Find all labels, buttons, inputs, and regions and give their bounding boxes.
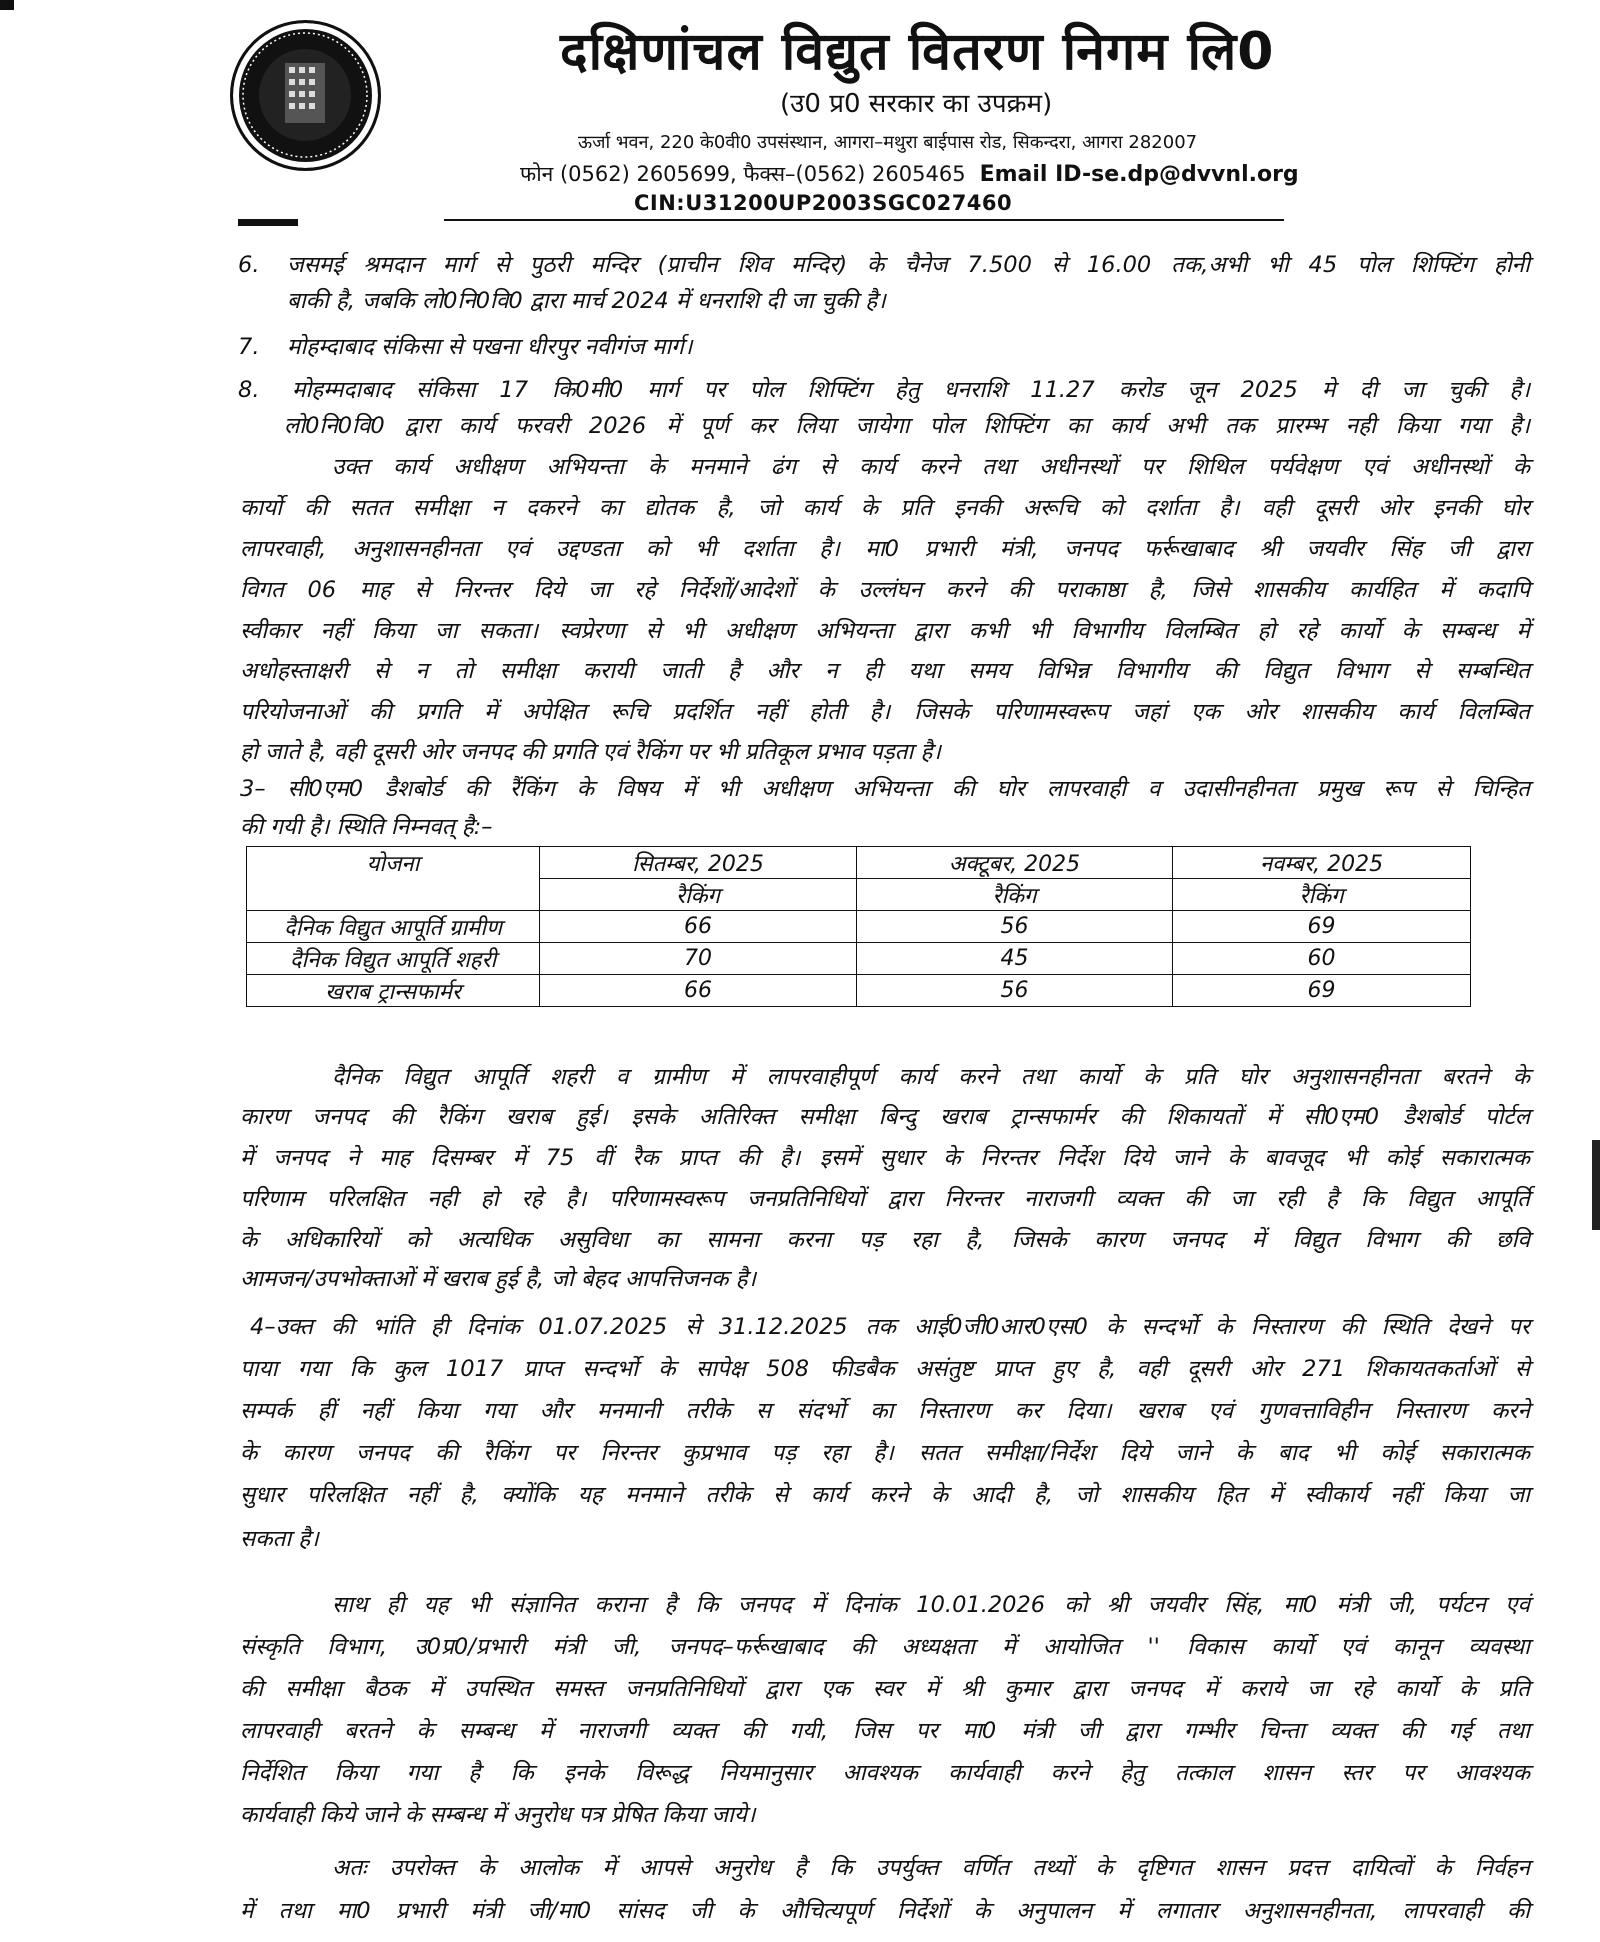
paragraph-line: लापरवाही बरतने के सम्बन्ध में नाराजगी व्यक्त की गयी, जिस पर मा0 मंत्री जी द्वारा गम्भीर चिन्ता व्यक्त की गई तथा	[240, 1718, 1530, 1744]
rank-value: 66	[540, 975, 857, 1007]
company-logo	[230, 20, 381, 171]
org-address: ऊर्जा भवन, 220 के0वी0 उपसंस्थान, आगरा–मथुरा बाईपास रोड, सिकन्दरा, आगरा 282007	[578, 132, 1198, 153]
org-name: दक्षिणांचल विद्युत वितरण निगम लि0	[560, 22, 1275, 82]
table-row	[247, 943, 1471, 975]
paragraph-line: 4–उक्त की भांति ही दिनांक 01.07.2025 से 31.12.2025 तक आई0जी0आर0एस0 के सन्दर्भो के निस्तारण की स्थिति देखने पर	[250, 1314, 1530, 1340]
col-header-month: सितम्बर, 2025	[540, 847, 857, 879]
col-subheader-ranking: रैकिंग	[1173, 879, 1471, 911]
item-number: 6.	[238, 252, 260, 278]
item-line: मोहम्दाबाद संकिसा से पखना धीरपुर नवीगंज मार्ग।	[287, 334, 693, 360]
col-subheader-ranking: रैकिंग	[540, 879, 857, 911]
paragraph-line: साथ ही यह भी संज्ञानित कराना है कि जनपद में दिनांक 10.01.2026 को श्री जयवीर सिंह, मा0 मंत्री जी, पर्यटन एवं	[332, 1592, 1530, 1618]
paragraph-line: अतः उपरोक्त के आलोक में आपसे अनुरोध है कि उपर्युक्त वर्णित तथ्यों के दृष्टिगत शासन प्रदत्त दायित्वों के निर्वहन	[332, 1855, 1530, 1881]
item-line: जसमई श्रमदान मार्ग से पुठरी मन्दिर (प्राचीन शिव मन्दिर) के चैनेज 7.500 से 16.00 तक,अभी भी 45 पोल शिफ्टिंग होनी	[287, 252, 1530, 278]
paragraph-line: सकता है।	[240, 1526, 319, 1552]
paragraph-line: कार्यो की सतत समीक्षा न दकरने का द्योतक है, जो कार्य के प्रति इनकी अरूचि को दर्शाता है। वही दूसरी ओर इनकी घोर	[240, 495, 1530, 521]
paragraph-line: के कारण जनपद की रैकिंग पर निरन्तर कुप्रभाव पड़ रहा है। सतत समीक्षा/निर्देश दिये जाने के बाद भी कोई सकारात्मक	[240, 1440, 1530, 1466]
org-subtitle: (उ0 प्र0 सरकार का उपक्रम)	[780, 89, 1053, 119]
paragraph-line: कार्यवाही किये जाने के सम्बन्ध में अनुरोध पत्र प्रेषित किया जाये।	[240, 1802, 756, 1828]
paragraph-line: परियोजनाओं की प्रगति में अपेक्षित रूचि प्रदर्शित नहीं होती है। जिसके परिणामस्वरूप जहां एक ओर शासकीय कार्य विलम्बित	[240, 699, 1530, 725]
table-cell-empty	[247, 879, 540, 911]
org-contact	[520, 160, 1299, 188]
item-line: बाकी है, जबकि लो0नि0वि0 द्वारा मार्च 2024 में धनराशि दी जा चुकी है।	[287, 288, 886, 314]
logo-emblem-icon	[233, 23, 378, 168]
rank-value: 60	[1173, 943, 1471, 975]
paragraph-line: परिणाम परिलक्षित नही हो रहे है। परिणामस्वरूप जनप्रतिनिधियों द्वारा निरन्तर नाराजगी व्यक्त की जा रही है कि विद्युत आपूर्ति	[240, 1186, 1530, 1212]
col-header-month: नवम्बर, 2025	[1173, 847, 1471, 879]
rank-value: 56	[856, 975, 1172, 1007]
paragraph-line: लापरवाही, अनुशासनहीनता एवं उद्दण्डता को भी दर्शाता है। मा0 प्रभारी मंत्री, जनपद फर्रूखाबाद श्री जयवीर सिंह जी द्वारा	[240, 536, 1530, 562]
paragraph-line: में तथा मा0 प्रभारी मंत्री जी/मा0 सांसद जी के औचित्यपूर्ण निर्देशों के अनुपालन में लगातार अनुशासनहीनता, लापरवाही की	[240, 1898, 1530, 1924]
col-subheader-ranking: रैकिंग	[856, 879, 1172, 911]
table-row	[247, 975, 1471, 1007]
scheme-name: खराब ट्रान्सफार्मर	[247, 975, 540, 1007]
table-subheader-row	[247, 879, 1471, 911]
paragraph-line: हो जाते है, वही दूसरी ओर जनपद की प्रगति एवं रैकिंग पर भी प्रतिकूल प्रभाव पड़ता है।	[240, 739, 941, 765]
item-line: लो0नि0वि0 द्वारा कार्य फरवरी 2026 में पूर्ण कर लिया जायेगा पोल शिफ्टिंग का कार्य अभी तक प्रारम्भ नही किया गया है।	[284, 413, 1530, 439]
paragraph-line: उक्त कार्य अधीक्षण अभियन्ता के मनमाने ढंग से कार्य करने तथा अधीनस्थों पर शिथिल पर्यवेक्षण एवं अधीनस्थों के	[332, 454, 1530, 480]
paragraph-line: निर्देशित किया गया है कि इनके विरूद्ध नियमानुसार आवश्यक कार्यवाही करने हेतु तत्काल शासन स्तर पर आवश्यक	[240, 1760, 1530, 1786]
item-number: 7.	[238, 334, 260, 360]
rank-value: 66	[540, 911, 857, 943]
paragraph-line: पाया गया कि कुल 1017 प्राप्त सन्दर्भो के सापेक्ष 508 फीडबैक असंतुष्ट प्राप्त हुए है, वही दूसरी ओर 271 शिकायतकर्ताओं से	[240, 1356, 1530, 1382]
paragraph-line: आमजन/उपभोक्ताओं में खराब हुई है, जो बेहद आपत्तिजनक है।	[240, 1266, 757, 1292]
rank-value: 69	[1173, 975, 1471, 1007]
paragraph-line: के अधिकारियों को अत्यधिक असुविधा का सामना करना पड़ रहा है, जिसके कारण जनपद में विद्युत विभाग की छवि	[240, 1227, 1530, 1253]
paragraph-line: दैनिक विद्युत आपूर्ति शहरी व ग्रामीण में लापरवाहीपूर्ण कार्य करने तथा कार्यो के प्रति घोर अनुशासनहीनता बरतने के	[332, 1064, 1530, 1090]
table-row	[247, 911, 1471, 943]
col-header-month: अक्टूबर, 2025	[856, 847, 1172, 879]
paragraph-line: सम्पर्क हीं नहीं किया गया और मनमानी तरीके स संदर्भो का निस्तारण कर दिया। खराब एवं गुणवत्ताविहीन निस्तारण करने	[240, 1398, 1530, 1424]
header-rule	[444, 219, 1284, 221]
scheme-name: दैनिक विद्युत आपूर्ति शहरी	[247, 943, 540, 975]
rank-value: 70	[540, 943, 857, 975]
paragraph-line: की गयी है। स्थिति निम्नवत् है:–	[240, 814, 493, 840]
rank-value: 45	[856, 943, 1172, 975]
scheme-name: दैनिक विद्युत आपूर्ति ग्रामीण	[247, 911, 540, 943]
header-rule-short	[238, 219, 298, 226]
email-id: Email ID-se.dp@dvvnl.org	[979, 162, 1299, 187]
rank-value: 56	[856, 911, 1172, 943]
col-header-scheme: योजना	[247, 847, 540, 879]
paragraph-line: की समीक्षा बैठक में उपस्थित समस्त जनप्रतिनिधियों द्वारा एक स्वर में श्री कुमार द्वारा जनपद में कराये जा रहे कार्यो के प्रति	[240, 1676, 1530, 1702]
paragraph-line: अधोहस्ताक्षरी से न तो समीक्षा करायी जाती है और न ही यथा समय विभिन्न विभागीय की विद्युत विभाग से सम्बन्धित	[240, 658, 1530, 684]
scan-edge-mark	[1592, 1140, 1600, 1230]
rank-value: 69	[1173, 911, 1471, 943]
phone-fax: फोन (0562) 2605699, फैक्स–(0562) 2605465	[520, 162, 966, 186]
paragraph-line: संस्कृति विभाग, उ0प्र0/प्रभारी मंत्री जी, जनपद–फर्रूखाबाद की अध्यक्षता में आयोजित '' विकास कार्यो एवं कानून व्यवस्था	[240, 1634, 1530, 1660]
ranking-table	[246, 846, 1471, 1007]
table-header-row	[247, 847, 1471, 879]
paragraph-line: विगत 06 माह से निरन्तर दिये जा रहे निर्देशों/आदेशों के उल्लंघन करने की पराकाष्ठा है, जिसे शासकीय कार्यहित में कदापि	[240, 577, 1530, 603]
paragraph-line: कारण जनपद की रैकिंग खराब हुई। इसके अतिरिक्त समीक्षा बिन्दु खराब ट्रान्सफार्मर की शिकायतों में सी0एम0 डैशबोर्ड पोर्टल	[240, 1104, 1530, 1130]
scan-mark	[0, 0, 14, 10]
paragraph-line: स्वीकार नहीं किया जा सकता। स्वप्रेरणा से भी अधीक्षण अभियन्ता द्वारा कभी भी विभागीय विलम्बित हो रहे कार्यो के सम्बन्ध में	[240, 618, 1530, 644]
item-line: मोहम्मदाबाद संकिसा 17 कि0मी0 मार्ग पर पोल शिफ्टिंग हेतु धनराशि 11.27 करोड जून 2025 मे दी जा चुकी है।	[292, 377, 1530, 403]
paragraph-line: 3– सी0एम0 डैशबोर्ड की रैंकिंग के विषय में भी अधीक्षण अभियन्ता की घोर लापरवाही व उदासीनहीनता प्रमुख रूप से चिन्हित	[240, 776, 1530, 802]
cin-number: CIN:U31200UP2003SGC027460	[634, 191, 1013, 213]
item-number: 8.	[238, 377, 260, 403]
paragraph-line: में जनपद ने माह दिसम्बर में 75 वीं रैक प्राप्त की है। इसमें सुधार के निरन्तर निर्देश दिये जाने के बावजूद भी कोई सकारात्मक	[240, 1145, 1530, 1171]
paragraph-line: सुधार परिलक्षित नहीं है, क्योंकि यह मनमाने तरीके से कार्य करने के आदी है, जो शासकीय हित में स्वीकार्य नहीं किया जा	[240, 1482, 1530, 1508]
